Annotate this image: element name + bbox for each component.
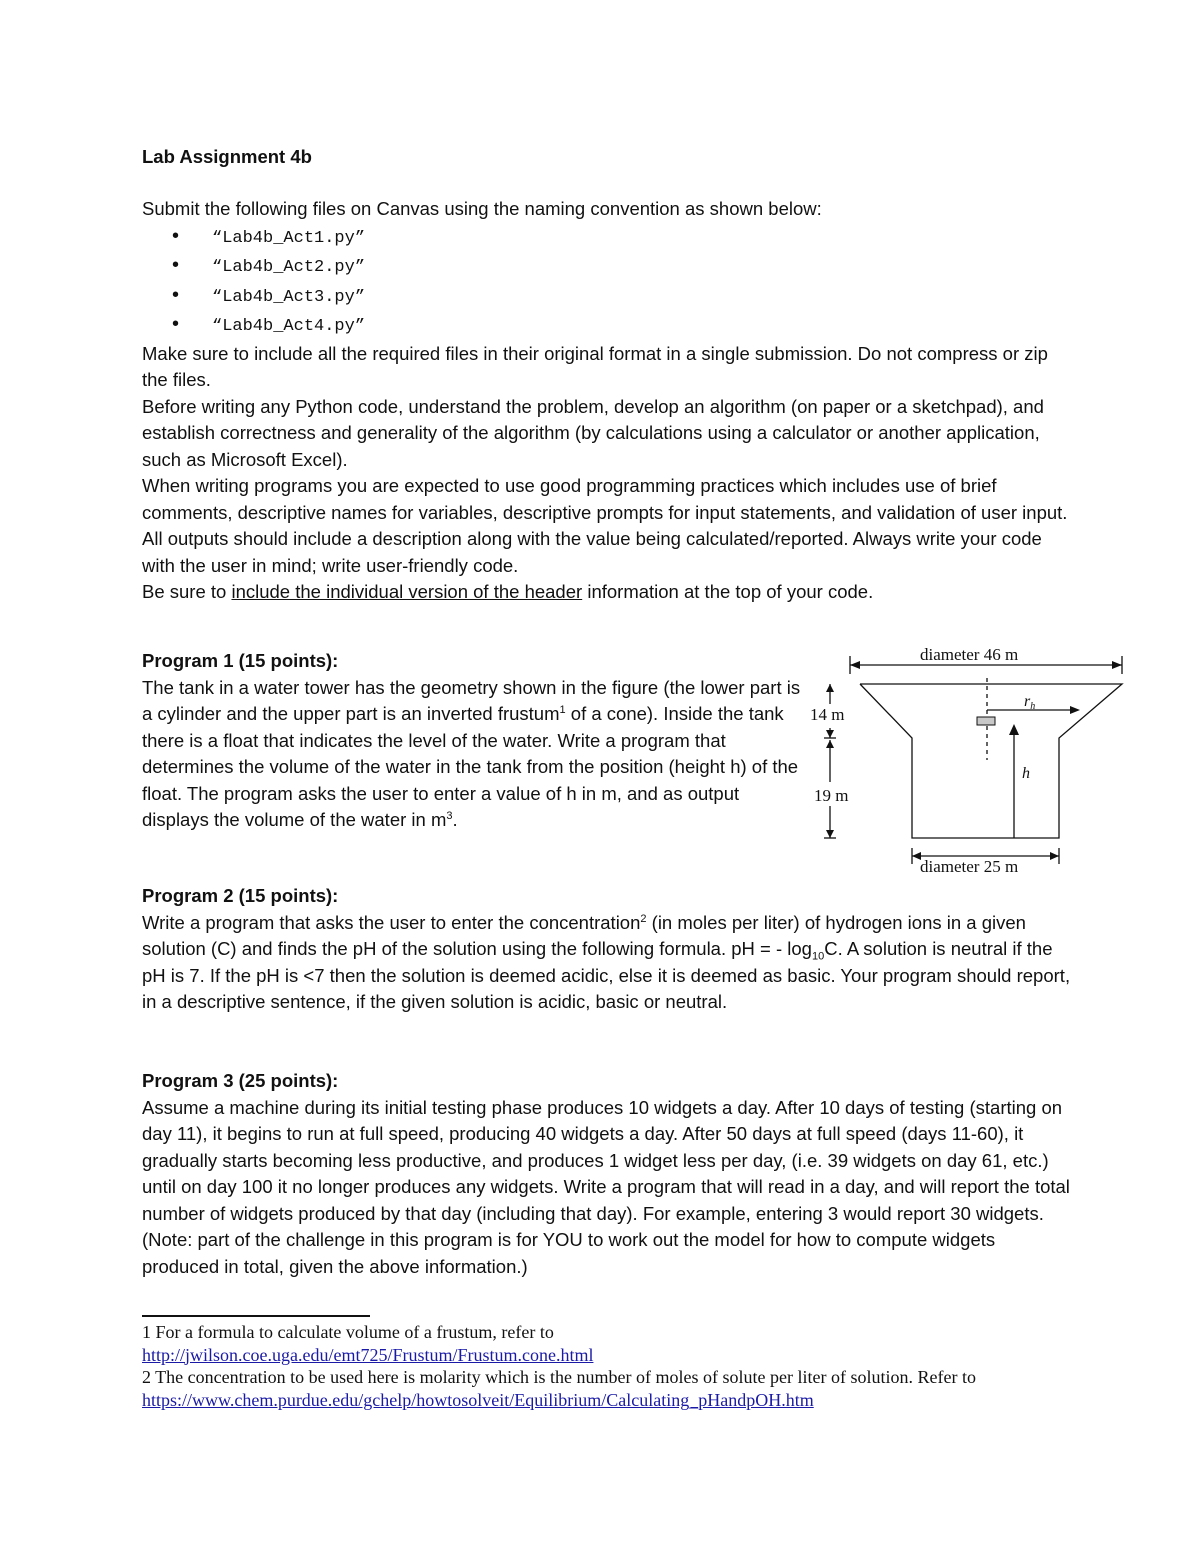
- program-1-text-c: .: [452, 809, 458, 830]
- practices-paragraph: When writing programs you are expected to use good programming practices which includes use of brief comments, descriptive names for variables, descriptive prompts for input statements, and validation of user input. All outputs should include a description along with the value being calculated/reported. Always write your code with the user in mind; write user-friendly code.: [142, 475, 1068, 576]
- radius-letter: r: [1024, 693, 1031, 710]
- tank-outline: [860, 684, 1122, 838]
- footnote-2: [142, 1366, 1062, 1411]
- program-2-text-c: C. A solution is neutral if the pH is 7. If the pH is <7 then the solution is deemed acidic, else it is deemed as basic. Your program should report, in a descriptive sentence, if the given solution is acidic, basic or neutral.: [142, 938, 1071, 1012]
- program-2-heading: Program 2 (15 points):: [142, 885, 339, 906]
- file-list: [142, 223, 1072, 341]
- file-name: “Lab4b_Act3.py”: [212, 287, 366, 307]
- radius-label: [1024, 693, 1035, 712]
- cubic-superscript: 3: [446, 809, 453, 822]
- file-list-item: [142, 252, 1072, 282]
- radius-subscript: h: [1030, 701, 1036, 712]
- header-paragraph: [142, 579, 1072, 606]
- float-marker: [977, 717, 995, 725]
- header-text-post: information at the top of your code.: [582, 581, 874, 602]
- before-writing-paragraph: Before writing any Python code, understand the problem, develop an algorithm (on paper or a sketchpad), and establish correctness and generality of the algorithm (by calculations using a calculator or another application, such as Microsoft Excel).: [142, 395, 1044, 470]
- footnote-2-text: 2 The concentration to be used here is molarity which is the number of moles of solute per liter of solution. Refer to: [142, 1367, 976, 1387]
- program-1-text-b: of a cone). Inside the tank there is a float that indicates the level of the water. Write a program that determines the volume of the water in the tank from the position (height h) of the float. The program asks the user to enter a value of h in m, and as output displays the volume of the water in m: [142, 703, 799, 830]
- program-2-text-a: Write a program that asks the user to enter the concentration: [142, 911, 641, 933]
- h-arrow-head: [1009, 724, 1019, 735]
- top-dim-arrow-right: [1112, 661, 1122, 669]
- lower-height-arrow-down: [826, 830, 834, 838]
- program-1-section: [142, 648, 807, 834]
- footnote-1: [142, 1321, 1062, 1366]
- program-1-text-a: The tank in a water tower has the geometry shown in the figure (the lower part is a cylinder and the upper part is an inverted frustum: [142, 676, 801, 724]
- file-list-item: [142, 223, 1072, 253]
- upper-height-arrow-down: [826, 730, 834, 738]
- log-subscript: 10: [811, 950, 825, 963]
- program-3-text: Assume a machine during its initial testing phase produces 10 widgets a day. After 10 days of testing (starting on day 11), it begins to run at full speed, producing 40 widgets a day. After 50 days at full speed (days 11-60), it gradually starts becoming less productive, and produces 1 widget less per day, (i.e. 39 widgets on day 61, etc.) until on day 100 it no longer produces any widgets. Write a program that will read in a day, and will report the total number of widgets produced by that day (including that day). For example, entering 3 would report 30 widgets. (Note: part of the challenge in this program is for YOU to work out the model for how to compute widgets produced in total, given the above information.): [142, 1096, 1070, 1277]
- diameter-bottom-label: diameter 25 m: [920, 857, 1019, 876]
- include-files-paragraph: Make sure to include all the required files in their original format in a single submission. Do not compress or zip the files.: [142, 342, 1048, 390]
- height-h-label: h: [1022, 765, 1030, 782]
- upper-height-arrow-up: [826, 684, 834, 692]
- footnote-ref-1[interactable]: 1: [559, 703, 566, 716]
- rh-arrow-head: [1070, 706, 1080, 714]
- file-name: “Lab4b_Act1.py”: [212, 228, 366, 248]
- file-name: “Lab4b_Act2.py”: [212, 258, 366, 277]
- page-title: Lab Assignment 4b: [142, 146, 312, 167]
- footnote-1-text: 1 For a formula to calculate volume of a frustum, refer to: [142, 1322, 554, 1342]
- file-list-item: [142, 311, 1072, 341]
- footnotes: [142, 1321, 1062, 1411]
- intro-section: [142, 196, 1072, 606]
- submit-instructions: Submit the following files on Canvas using the naming convention as shown below:: [142, 198, 822, 219]
- water-tower-figure: [804, 640, 1134, 880]
- height-14-label: 14 m: [810, 705, 845, 724]
- diameter-top-label: diameter 46 m: [920, 645, 1019, 664]
- tank-diagram: [804, 640, 1134, 880]
- bottom-dim-arrow-right: [1050, 852, 1059, 860]
- program-3-section: [142, 1068, 1072, 1280]
- header-text-pre: Be sure to: [142, 581, 232, 602]
- header-underlined-text: include the individual version of the header: [231, 581, 583, 602]
- file-name: “Lab4b_Act4.py”: [212, 317, 366, 336]
- footnote-2-link[interactable]: https://www.chem.purdue.edu/gchelp/howtosolveit/Equilibrium/Calculating_pHandpOH.htm: [142, 1389, 814, 1410]
- lower-height-arrow-up: [826, 740, 834, 748]
- footnote-1-link[interactable]: http://jwilson.coe.uga.edu/emt725/Frustum/Frustum.cone.html: [142, 1344, 594, 1365]
- footnote-divider: [142, 1315, 370, 1317]
- file-list-item: [142, 282, 1072, 312]
- program-3-heading: Program 3 (25 points):: [142, 1070, 339, 1091]
- footnote-ref-2[interactable]: 2: [640, 912, 647, 925]
- height-19-label: 19 m: [814, 786, 849, 805]
- program-2-section: [142, 883, 1072, 1016]
- top-dim-arrow-left: [850, 661, 860, 669]
- program-1-heading: Program 1 (15 points):: [142, 650, 339, 671]
- program-2-text-b: (in moles per liter) of hydrogen ions in a given solution (C) and finds the pH of the solution using the following formula. pH = - log: [142, 911, 1026, 959]
